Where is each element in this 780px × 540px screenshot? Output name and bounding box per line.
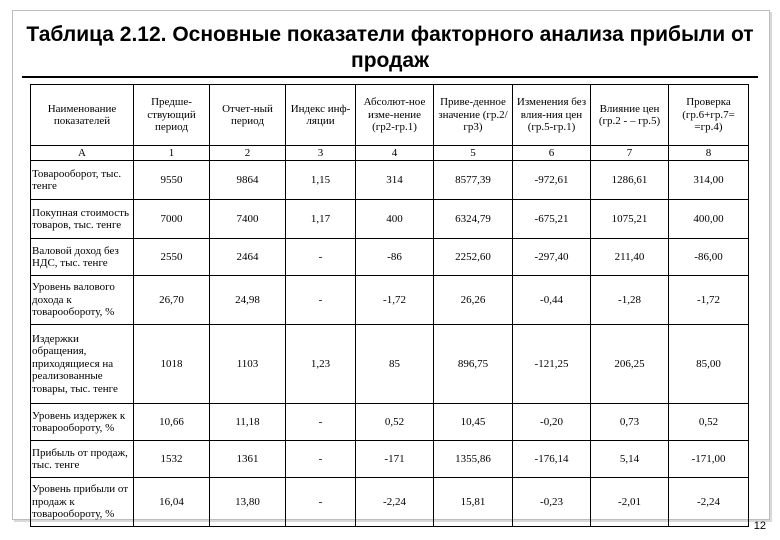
value-cell: -176,14 (513, 441, 591, 478)
page-number: 12 (753, 520, 766, 532)
value-cell: 7400 (210, 200, 286, 239)
factor-analysis-table (30, 84, 749, 527)
value-cell: 1,15 (286, 161, 356, 200)
value-cell: -1,72 (356, 276, 434, 325)
indicator-name-cell: Уровень издержек к товарообороту, % (31, 404, 134, 441)
value-cell: - (286, 276, 356, 325)
value-cell: 0,52 (669, 404, 749, 441)
value-cell: 206,25 (591, 325, 669, 404)
value-cell: -0,23 (513, 478, 591, 527)
header-cell: Изменения без влия-ния цен (гр.5-гр.1) (513, 85, 591, 146)
column-number: 6 (513, 146, 591, 161)
value-cell: 9550 (134, 161, 210, 200)
column-number: 1 (134, 146, 210, 161)
value-cell: 400 (356, 200, 434, 239)
column-number: 8 (669, 146, 749, 161)
header-cell: Наименование показателей (31, 85, 134, 146)
value-cell: 1103 (210, 325, 286, 404)
value-cell: 11,18 (210, 404, 286, 441)
value-cell: 2252,60 (434, 239, 513, 276)
value-cell: 2464 (210, 239, 286, 276)
value-cell: 0,52 (356, 404, 434, 441)
column-number: 4 (356, 146, 434, 161)
value-cell: - (286, 478, 356, 527)
value-cell: 896,75 (434, 325, 513, 404)
value-cell: 9864 (210, 161, 286, 200)
value-cell: -86,00 (669, 239, 749, 276)
value-cell: -2,01 (591, 478, 669, 527)
value-cell: 13,80 (210, 478, 286, 527)
value-cell: -121,25 (513, 325, 591, 404)
indicator-name-cell: Покупная стоимость товаров, тыс. тенге (31, 200, 134, 239)
slide-title: Таблица 2.12. Основные показатели факторного анализа прибыли от продаж (26, 23, 754, 72)
value-cell: -675,21 (513, 200, 591, 239)
title-divider (22, 76, 758, 78)
value-cell: 16,04 (134, 478, 210, 527)
value-cell: 314,00 (669, 161, 749, 200)
value-cell: 7000 (134, 200, 210, 239)
header-cell: Предше-ствующий период (134, 85, 210, 146)
value-cell: 400,00 (669, 200, 749, 239)
value-cell: -1,72 (669, 276, 749, 325)
value-cell: -171,00 (669, 441, 749, 478)
value-cell: -171 (356, 441, 434, 478)
header-cell: Индекс инф-ляции (286, 85, 356, 146)
value-cell: 26,70 (134, 276, 210, 325)
indicator-name-cell: Товарооборот, тыс. тенге (31, 161, 134, 200)
value-cell: 85,00 (669, 325, 749, 404)
column-number: 5 (434, 146, 513, 161)
value-cell: -2,24 (356, 478, 434, 527)
indicator-name-cell: Уровень прибыли от продаж к товарообороту, % (31, 478, 134, 527)
indicator-name-cell: Валовой доход без НДС, тыс. тенге (31, 239, 134, 276)
table-row (31, 161, 749, 200)
value-cell: 1355,86 (434, 441, 513, 478)
value-cell: 1,17 (286, 200, 356, 239)
header-cell: Влияние цен (гр.2 - – гр.5) (591, 85, 669, 146)
table-row (31, 325, 749, 404)
indicator-name-cell: Уровень валового дохода к товарообороту, % (31, 276, 134, 325)
table-row (31, 441, 749, 478)
value-cell: 85 (356, 325, 434, 404)
header-cell: Приве-денное значение (гр.2/гр3) (434, 85, 513, 146)
value-cell: - (286, 239, 356, 276)
header-cell: Абсолют-ное изме-нение (гр2-гр.1) (356, 85, 434, 146)
value-cell: -1,28 (591, 276, 669, 325)
value-cell: 15,81 (434, 478, 513, 527)
value-cell: 8577,39 (434, 161, 513, 200)
indicator-name-cell: Издержки обращения, приходящиеся на реализованные товары, тыс. тенге (31, 325, 134, 404)
value-cell: 1018 (134, 325, 210, 404)
column-number: 3 (286, 146, 356, 161)
table-row (31, 200, 749, 239)
column-number-row (31, 146, 749, 161)
value-cell: -0,44 (513, 276, 591, 325)
value-cell: 10,66 (134, 404, 210, 441)
value-cell: 5,14 (591, 441, 669, 478)
value-cell: -86 (356, 239, 434, 276)
value-cell: 24,98 (210, 276, 286, 325)
indicator-name-cell: Прибыль от продаж, тыс. тенге (31, 441, 134, 478)
value-cell: 2550 (134, 239, 210, 276)
value-cell: 0,73 (591, 404, 669, 441)
value-cell: 1,23 (286, 325, 356, 404)
value-cell: - (286, 441, 356, 478)
value-cell: -972,61 (513, 161, 591, 200)
value-cell: - (286, 404, 356, 441)
value-cell: 1075,21 (591, 200, 669, 239)
value-cell: 1286,61 (591, 161, 669, 200)
value-cell: -0,20 (513, 404, 591, 441)
header-cell: Отчет-ный период (210, 85, 286, 146)
value-cell: 6324,79 (434, 200, 513, 239)
table-row (31, 404, 749, 441)
column-number: 2 (210, 146, 286, 161)
table-row (31, 276, 749, 325)
column-number: А (31, 146, 134, 161)
value-cell: 211,40 (591, 239, 669, 276)
table-row (31, 239, 749, 276)
value-cell: 10,45 (434, 404, 513, 441)
value-cell: 26,26 (434, 276, 513, 325)
value-cell: 314 (356, 161, 434, 200)
column-number: 7 (591, 146, 669, 161)
value-cell: 1532 (134, 441, 210, 478)
table-row (31, 478, 749, 527)
value-cell: -297,40 (513, 239, 591, 276)
value-cell: -2,24 (669, 478, 749, 527)
header-row (31, 85, 749, 146)
value-cell: 1361 (210, 441, 286, 478)
header-cell: Проверка (гр.6+гр.7= =гр.4) (669, 85, 749, 146)
